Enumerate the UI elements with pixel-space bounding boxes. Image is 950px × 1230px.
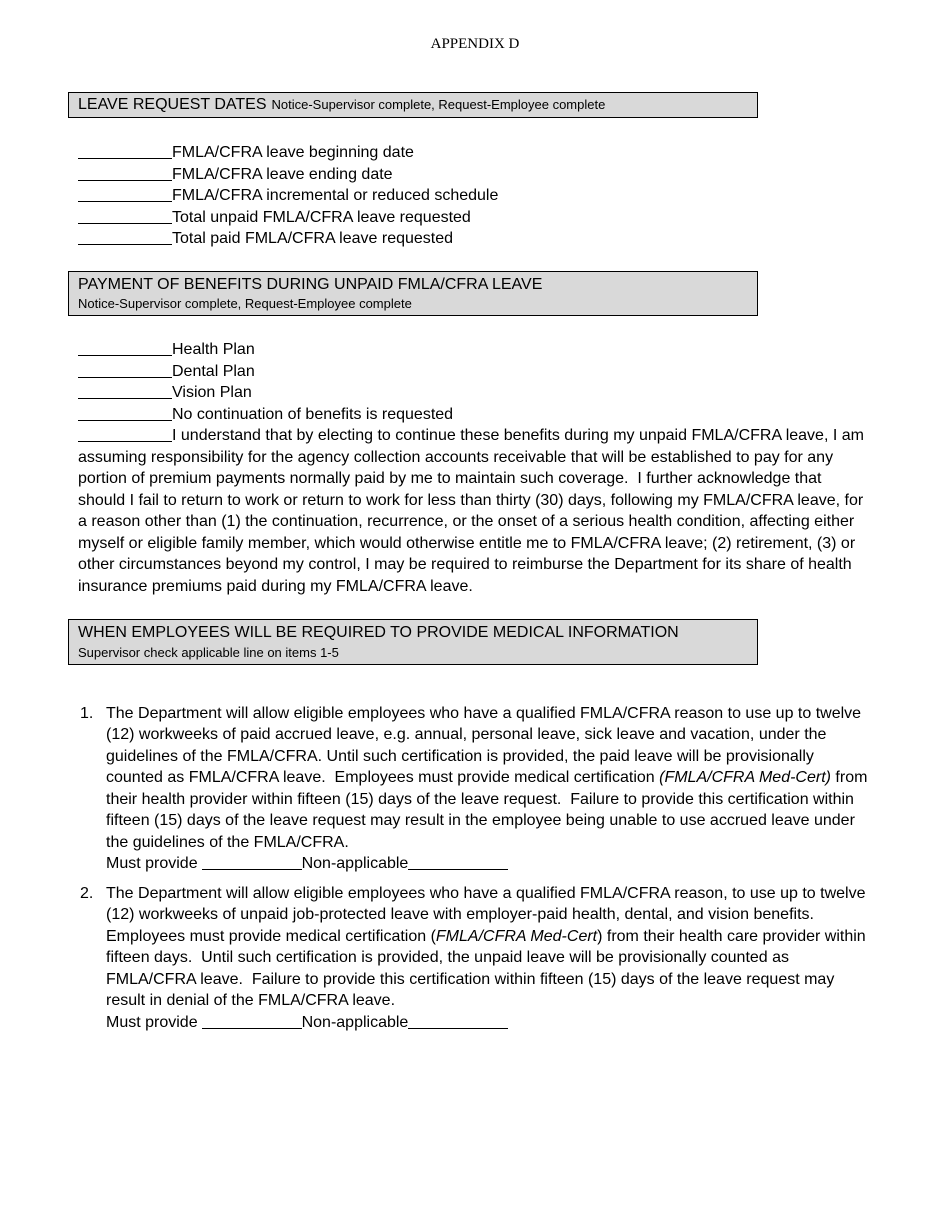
fill-blank xyxy=(78,146,172,159)
section-title: WHEN EMPLOYEES WILL BE REQUIRED TO PROVIDE MEDICAL INFORMATION xyxy=(78,624,679,641)
fill-blank xyxy=(78,343,172,356)
leave-date-row xyxy=(78,207,870,229)
item-text-after: ) from their health care provider within fifteen days. Until such certification is provided, the unpaid leave will be provisionally counted as FMLA/CFRA leave. Failure to provide this certification within fifteen (15) days of the leave request may result in denial of the FMLA/CFRA leave. xyxy=(106,927,871,1009)
section-subtitle: Notice-Supervisor complete, Request-Employee complete xyxy=(78,296,412,311)
item-number: 2. xyxy=(80,884,94,902)
section-subtitle: Supervisor check applicable line on items 1-5 xyxy=(78,644,339,660)
item-body xyxy=(106,883,872,1034)
fill-blank xyxy=(78,386,172,399)
fill-blank xyxy=(202,857,302,870)
section-header-leave-request-dates xyxy=(68,92,758,119)
benefits-list xyxy=(78,339,870,597)
benefit-row xyxy=(78,382,870,404)
benefit-label: No continuation of benefits is requested xyxy=(172,405,454,423)
benefit-row xyxy=(78,404,870,426)
leave-date-row xyxy=(78,164,870,186)
benefit-label: Health Plan xyxy=(172,341,255,358)
fill-blank xyxy=(78,365,172,378)
item-paragraph xyxy=(106,703,872,854)
item-text-before: The Department will allow eligible employees who have a qualified FMLA/CFRA reason, to use up to twelve (12) workweeks of unpaid job-protected leave with employer-paid health, dental, and vision benefits. Employees must provide medical certification ( xyxy=(106,884,870,945)
leave-dates-list xyxy=(78,142,870,250)
item-number: 1. xyxy=(80,704,94,722)
medical-items xyxy=(80,703,872,1034)
med-cert-italic: FMLA/CFRA Med-Cert xyxy=(435,927,598,945)
leave-date-row xyxy=(78,142,870,164)
acknowledgement-text: I understand that by electing to continue these benefits during my unpaid FMLA/CFRA leave, I am assuming responsibility for the agency collection accounts receivable that will be established to pay for any portion of premium payments normally paid by me to maintain such coverage. I further acknowledge that should I fail to return to work or return to work for less than thirty (30) days, following my FMLA/CFRA leave, for a reason other than (1) the continuation, recurrence, or the onset of a serious health condition, affecting either myself or eligible family member, which would otherwise entitle me to FMLA/CFRA leave; (2) retirement, (3) or other circumstances beyond my control, I may be required to reimburse the Department for its share of health insurance premiums paid during my FMLA/CFRA leave. xyxy=(78,427,869,595)
medical-item-2 xyxy=(80,883,872,1034)
benefit-label: Dental Plan xyxy=(172,362,255,380)
leave-date-row xyxy=(78,228,870,250)
fill-blank xyxy=(408,857,508,870)
benefit-label: Vision Plan xyxy=(172,384,252,401)
must-provide-line xyxy=(106,853,872,875)
must-provide-label: Must provide xyxy=(106,1013,198,1031)
benefits-acknowledgement xyxy=(78,425,870,597)
fill-blank xyxy=(202,1016,302,1029)
benefit-row xyxy=(78,339,870,361)
leave-date-row xyxy=(78,185,870,207)
fill-blank xyxy=(408,1016,508,1029)
section-subtitle: Notice-Supervisor complete, Request-Employee complete xyxy=(271,96,606,112)
med-cert-italic: (FMLA/CFRA Med-Cert) xyxy=(659,769,831,786)
leave-date-label: Total paid FMLA/CFRA leave requested xyxy=(172,230,454,247)
item-text-before: The Department will allow eligible employees who have a qualified FMLA/CFRA reason to use up to twelve (12) workweeks of paid accrued leave, e.g. annual, personal leave, sick leave and vacation, under the guidelines of the FMLA/CFRA. Until such certification is provided, the paid leave will be provisionally counted as FMLA/CFRA leave. Employees must provide medical certification xyxy=(106,704,866,786)
item-paragraph xyxy=(106,883,872,1012)
leave-date-label: FMLA/CFRA incremental or reduced schedule xyxy=(172,187,499,204)
must-provide-label: Must provide xyxy=(106,855,198,872)
leave-date-label: FMLA/CFRA leave ending date xyxy=(172,165,393,183)
fill-blank xyxy=(78,232,172,245)
section-title: PAYMENT OF BENEFITS DURING UNPAID FMLA/CFRA LEAVE xyxy=(78,275,543,293)
benefit-row xyxy=(78,361,870,383)
item-text-after: from their health provider within fifteen (15) days of the leave request. Failure to provide this certification within fifteen (15) days of the leave request may result in the employee being unable to use accrued leave under the guidelines of the FMLA/CFRA. xyxy=(106,769,872,851)
fill-blank xyxy=(78,408,172,421)
fill-blank xyxy=(78,168,172,181)
leave-date-label: Total unpaid FMLA/CFRA leave requested xyxy=(172,208,471,226)
section-header-payment-of-benefits xyxy=(68,271,758,317)
section-title: LEAVE REQUEST DATES xyxy=(78,95,267,113)
item-body xyxy=(106,703,872,875)
must-provide-line xyxy=(106,1012,872,1034)
non-applicable-label: Non-applicable xyxy=(301,1013,409,1031)
non-applicable-label: Non-applicable xyxy=(301,855,409,872)
medical-item-1 xyxy=(80,703,872,875)
fill-blank xyxy=(78,189,172,202)
page-title: APPENDIX D xyxy=(430,36,520,52)
leave-date-label: FMLA/CFRA leave beginning date xyxy=(172,144,414,161)
fill-blank xyxy=(78,429,172,442)
section-header-medical-information xyxy=(68,619,758,665)
fill-blank xyxy=(78,211,172,224)
